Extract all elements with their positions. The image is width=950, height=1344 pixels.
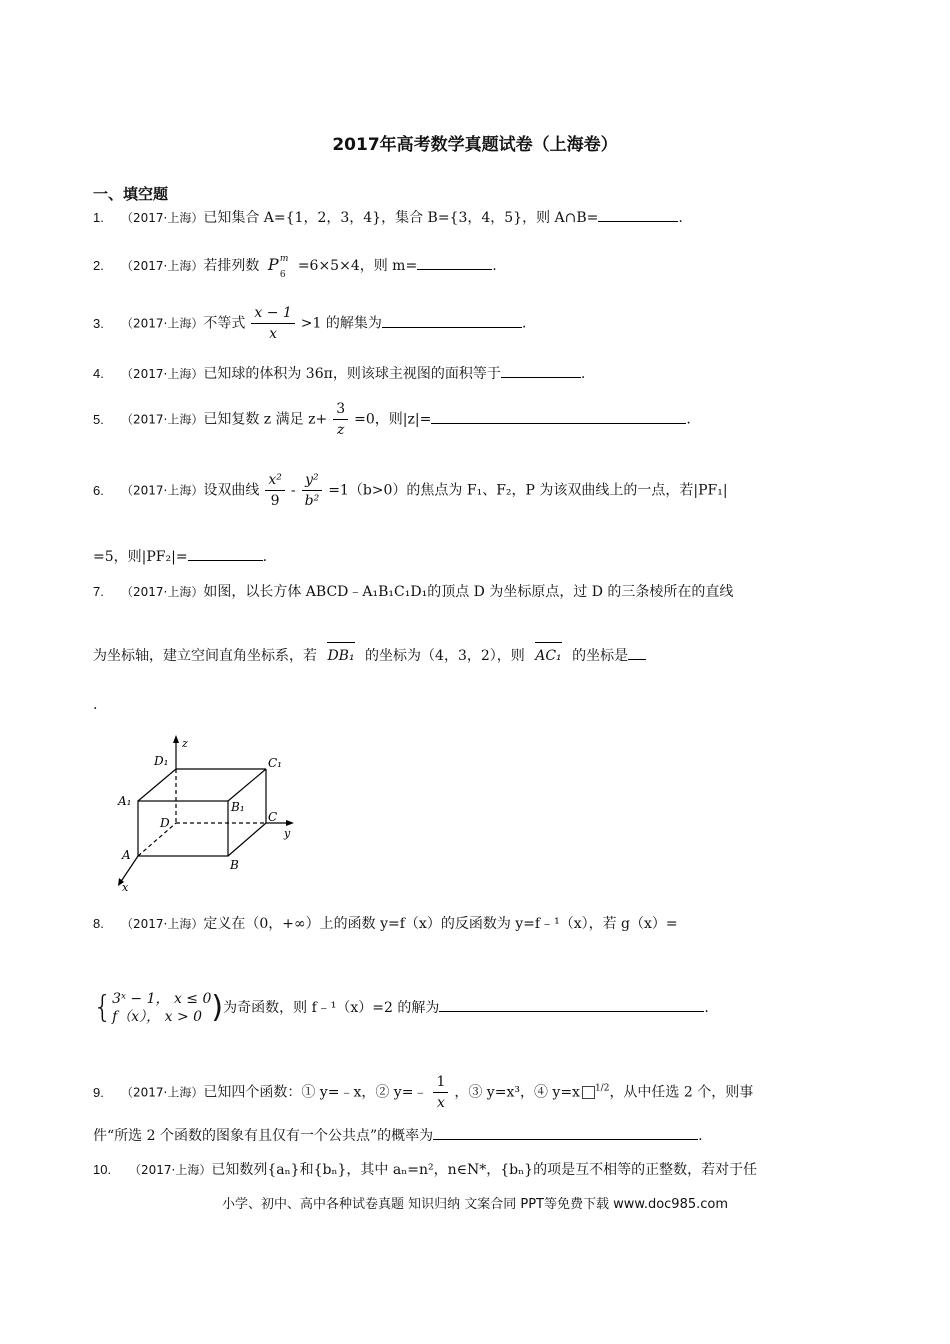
question-number: 3. xyxy=(93,315,104,331)
question-text: 如图，以长方体 ABCD﹣A₁B₁C₁D₁的顶点 D 为坐标原点，过 D 的三条棱所在的直线 xyxy=(203,584,734,600)
label-B: B xyxy=(230,858,239,872)
question-source: （2017·上海） xyxy=(129,1163,212,1177)
fraction xyxy=(433,1072,448,1113)
fraction xyxy=(333,399,348,440)
period: . xyxy=(492,258,497,274)
question-number: 5. xyxy=(93,411,104,427)
question-7-cont xyxy=(93,645,646,666)
numerator: x² xyxy=(268,472,282,488)
question-source: （2017·上海） xyxy=(121,1085,204,1100)
perm-sub: 6 xyxy=(279,270,286,280)
question-number: 9. xyxy=(93,1084,104,1100)
question-text: 已知集合 A={1，2，3，4}，集合 B={3，4，5}，则 A∩B= xyxy=(203,210,599,226)
question-6-cont xyxy=(93,546,267,567)
question-source: （2017·上海） xyxy=(121,259,204,273)
denominator: x xyxy=(433,1092,448,1113)
numerator: 1 xyxy=(436,1074,446,1090)
question-text: 的坐标是 xyxy=(572,648,629,664)
label-C: C xyxy=(268,810,278,824)
question-number: 8. xyxy=(93,916,104,931)
question-9-cont xyxy=(93,1125,703,1146)
denominator: 9 xyxy=(265,490,285,511)
answer-blank xyxy=(628,645,646,660)
denominator: x xyxy=(251,323,294,344)
label-C1: C₁ xyxy=(268,756,282,770)
question-text: 定义在（0，+∞）上的函数 y=f（x）的反函数为 y=f﹣¹（x），若 g（x）= xyxy=(203,916,678,932)
question-source: （2017·上海） xyxy=(121,585,204,599)
question-text: 为坐标轴，建立空间直角坐标系，若 xyxy=(93,648,317,664)
question-text: 设双曲线 xyxy=(203,482,260,499)
question-6 xyxy=(93,470,728,511)
question-number: 2. xyxy=(93,258,104,273)
question-8 xyxy=(93,914,678,934)
answer-blank xyxy=(598,207,678,222)
period: . xyxy=(686,411,691,428)
right-paren: ) xyxy=(211,990,224,1025)
vector-arrow xyxy=(327,642,354,643)
question-text: >1 的解集为 xyxy=(300,315,382,332)
cuboid-figure xyxy=(110,733,310,893)
question-text: 已知数列{aₙ}和{bₙ}，其中 aₙ=n²，n∈N*，{bₙ}的项是互不相等的正整数，若对于任 xyxy=(211,1162,758,1178)
question-4 xyxy=(93,363,585,384)
question-7 xyxy=(93,582,733,602)
answer-blank xyxy=(431,409,686,424)
question-2 xyxy=(93,254,497,280)
label-y: y xyxy=(284,827,291,840)
period: . xyxy=(698,1128,703,1144)
period: . xyxy=(580,366,586,382)
perm-P: P xyxy=(267,255,279,274)
question-7-end: . xyxy=(93,697,98,713)
label-A: A xyxy=(122,848,131,862)
answer-blank xyxy=(439,997,704,1012)
question-text: 件“所选 2 个函数的图象有且仅有一个公共点”的概率为 xyxy=(93,1128,434,1144)
numerator: y² xyxy=(305,472,319,488)
label-z: z xyxy=(182,737,188,750)
page-title: 2017年高考数学真题试卷（上海卷） xyxy=(332,135,618,155)
label-A1: A₁ xyxy=(118,794,132,808)
vector-arrow xyxy=(535,642,561,643)
section-heading: 一、填空题 xyxy=(93,185,169,203)
fraction-x xyxy=(265,470,285,511)
answer-blank xyxy=(433,1125,698,1140)
question-10 xyxy=(93,1160,757,1180)
question-number: 10. xyxy=(93,1162,112,1177)
placeholder-box-icon xyxy=(582,1086,595,1099)
vector-DB1 xyxy=(327,646,354,666)
denominator: z xyxy=(333,419,348,440)
question-text: 已知球的体积为 36π，则该球主视图的面积等于 xyxy=(203,366,501,382)
question-source: （2017·上海） xyxy=(121,367,204,381)
question-number: 4. xyxy=(93,366,104,381)
question-1 xyxy=(93,207,683,228)
question-source: （2017·上海） xyxy=(121,316,204,331)
question-text: 为奇函数，则 f﹣¹（x）=2 的解为 xyxy=(223,1000,440,1016)
question-text: =5，则|PF₂|= xyxy=(93,549,188,565)
question-9 xyxy=(93,1072,753,1113)
fraction xyxy=(251,303,294,344)
period: . xyxy=(704,1000,709,1016)
question-source: （2017·上海） xyxy=(121,917,204,931)
answer-blank xyxy=(417,255,492,270)
answer-blank xyxy=(382,313,522,328)
vector-label: DB₁ xyxy=(327,648,355,664)
piecewise-cases xyxy=(112,990,211,1026)
label-D1: D₁ xyxy=(154,754,169,768)
question-text: 不等式 xyxy=(203,315,246,332)
question-number: 6. xyxy=(93,482,104,498)
front-face xyxy=(138,801,228,856)
perm-sup: m xyxy=(279,254,289,264)
question-text: =0，则|z|= xyxy=(354,411,432,428)
question-text: 若排列数 xyxy=(203,258,260,274)
question-number: 1. xyxy=(93,210,104,225)
denominator: b² xyxy=(302,490,323,511)
permutation-symbol xyxy=(267,254,298,280)
question-5 xyxy=(93,399,691,440)
question-3 xyxy=(93,303,526,344)
case-2: f（x）， x > 0 xyxy=(112,1009,203,1025)
numerator: 3 xyxy=(336,401,346,417)
question-8-cont xyxy=(93,988,709,1028)
fraction-y xyxy=(302,470,323,511)
left-brace: { xyxy=(93,990,113,1025)
answer-blank xyxy=(501,363,581,378)
label-B1: B₁ xyxy=(231,800,245,814)
question-text: ，③ y=x³，④ y=x xyxy=(454,1084,580,1101)
period: . xyxy=(521,315,527,332)
question-source: （2017·上海） xyxy=(121,211,204,225)
question-number: 7. xyxy=(93,584,104,599)
minus-sign: - xyxy=(290,482,296,499)
question-source: （2017·上海） xyxy=(121,483,204,498)
period: . xyxy=(678,210,683,226)
period: . xyxy=(262,549,268,565)
question-text: 已知复数 z 满足 z+ xyxy=(203,411,328,428)
vector-AC1 xyxy=(535,646,561,666)
question-text: ，从中任选 2 个，则事 xyxy=(609,1084,754,1101)
exponent: 1/2 xyxy=(594,1083,610,1094)
question-text: =6×5×4，则 m= xyxy=(297,258,418,274)
question-text: 的坐标为（4，3，2），则 xyxy=(365,648,525,664)
vector-label: AC₁ xyxy=(535,648,562,664)
page-footer: 小学、初中、高中各种试卷真题 知识归纳 文案合同 PPT等免费下载 www.doc985.com xyxy=(221,1197,729,1212)
question-text: 已知四个函数：① y=﹣x，② y=﹣ xyxy=(203,1084,428,1101)
answer-blank xyxy=(188,546,263,561)
label-D: D xyxy=(160,816,170,830)
question-text: =1（b>0）的焦点为 F₁、F₂，P 为该双曲线上的一点，若|PF₁| xyxy=(328,482,728,499)
case-1: 3ˣ − 1， x ≤ 0 xyxy=(112,991,212,1007)
label-x: x xyxy=(122,881,129,893)
question-source: （2017·上海） xyxy=(121,412,204,427)
numerator: x − 1 xyxy=(254,305,292,321)
